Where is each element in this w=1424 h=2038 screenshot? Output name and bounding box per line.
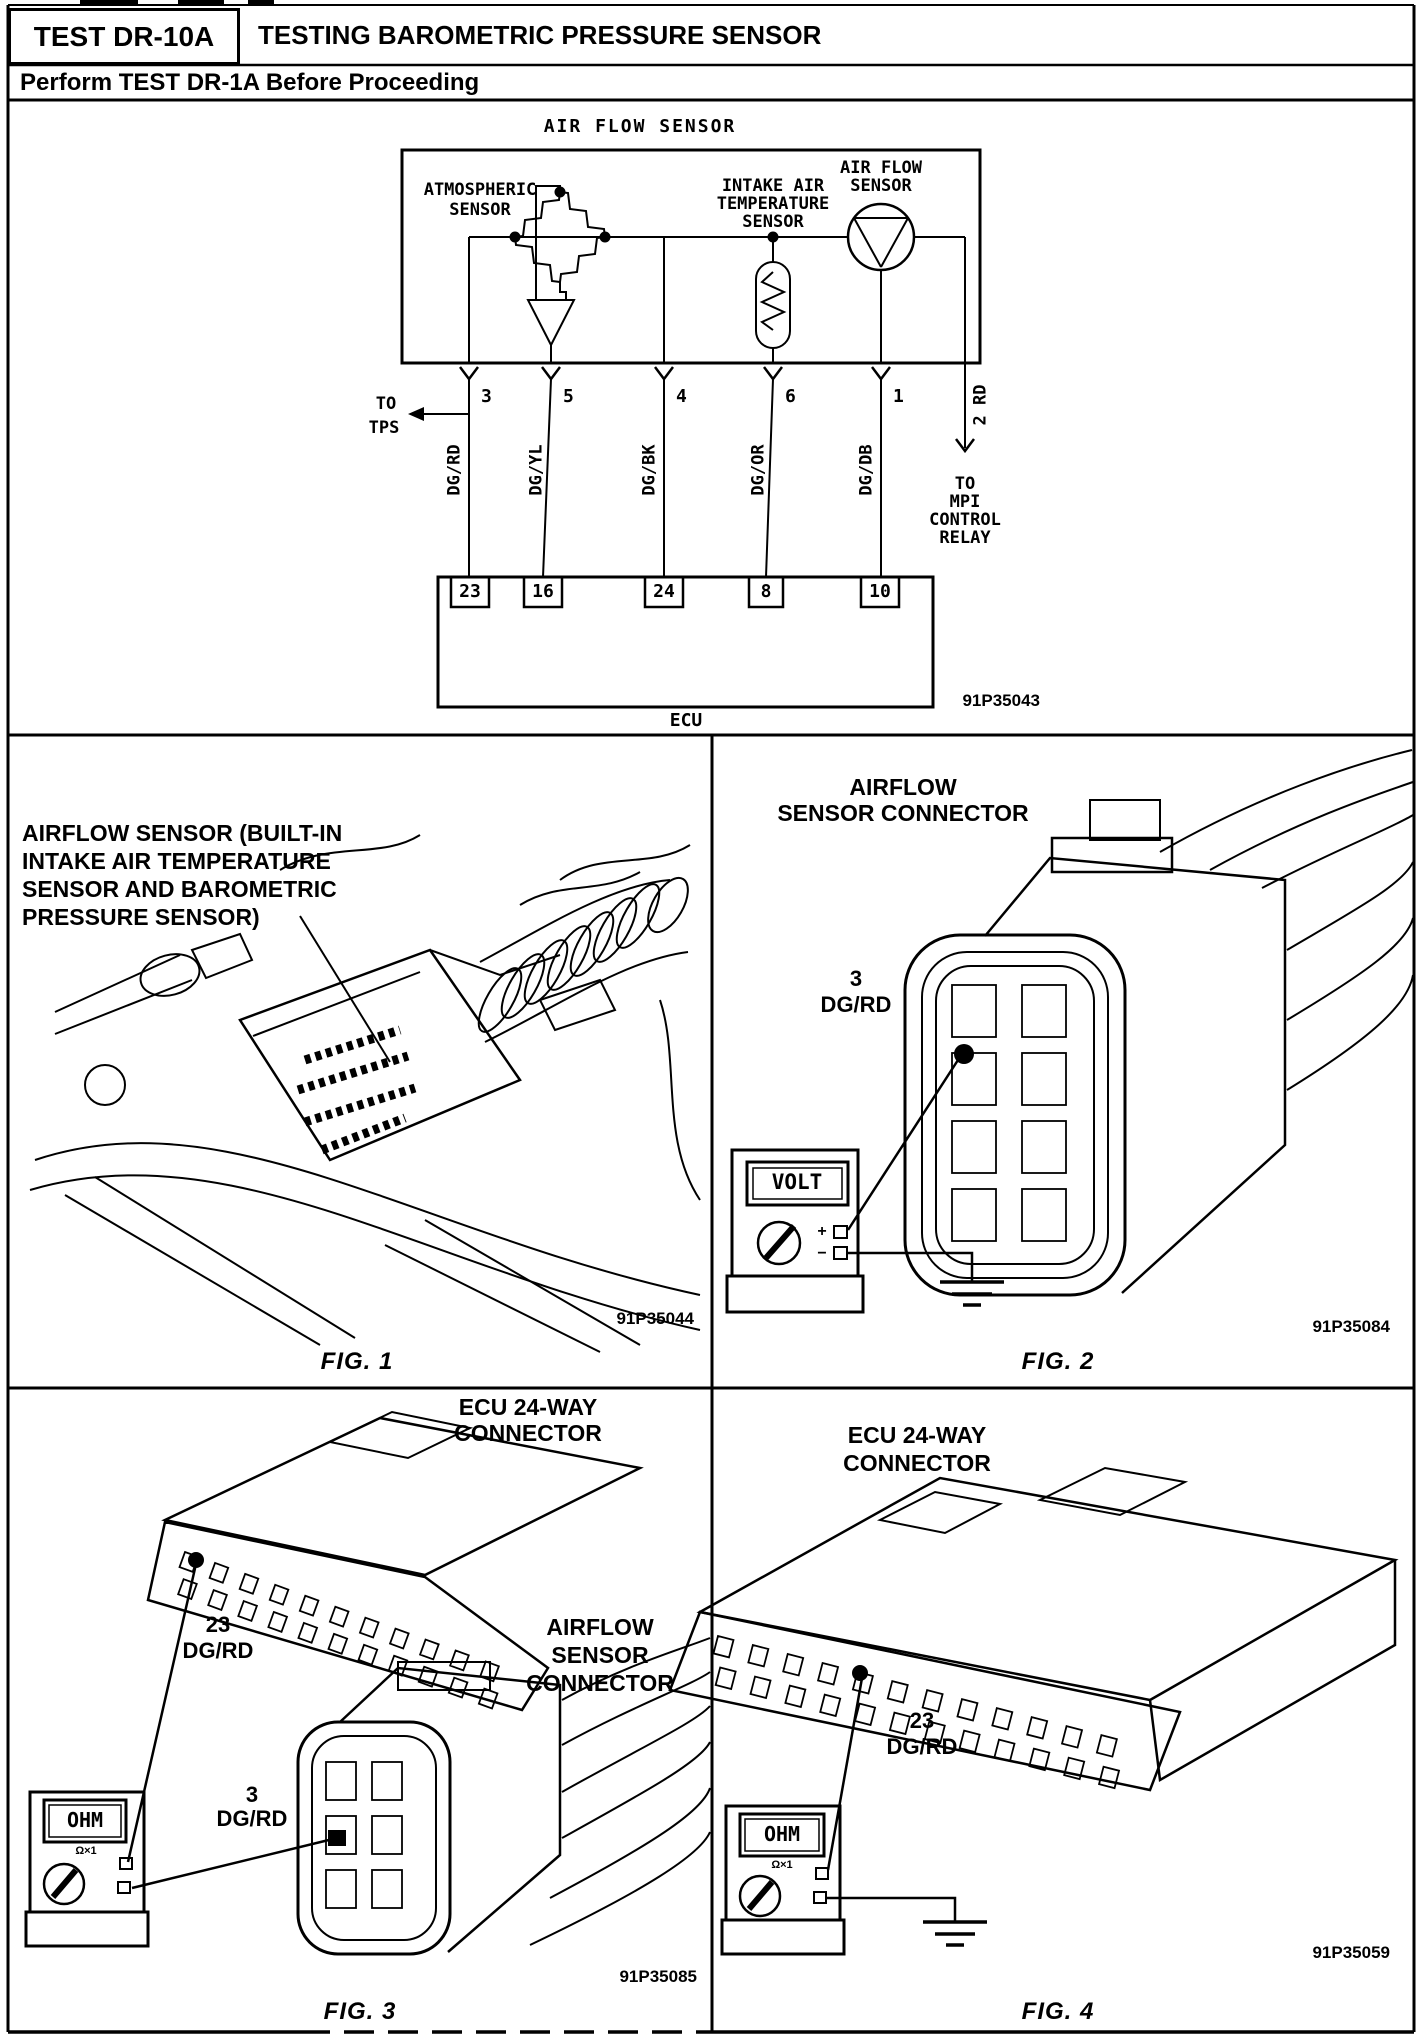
fig4-probe-point-pin23	[852, 1665, 868, 1681]
wire-pin-6: 6	[785, 386, 796, 407]
to-tps-label-1: TO	[375, 394, 397, 414]
fig2-pin-color: DG/RD	[820, 992, 892, 1017]
wire-color-dgbk: DG/BK	[639, 444, 660, 496]
intake-label-2: TEMPERATURE	[716, 194, 830, 214]
fig3-ecu-title-line-2: CONNECTOR	[454, 1420, 602, 1446]
airflow-label-2: SENSOR	[850, 176, 912, 196]
fig4-pin-color: DG/RD	[886, 1734, 958, 1759]
atmospheric-label-2: SENSOR	[449, 200, 511, 220]
meter-terminal	[120, 1858, 132, 1869]
fig3-photo-code: 91P35085	[619, 1967, 697, 1986]
wire-color-dgdb: DG/DB	[856, 444, 877, 496]
to-mpi-label-4: RELAY	[939, 528, 991, 548]
wiring-box-title: AIR FLOW SENSOR	[543, 116, 737, 137]
fig3-ohmmeter-range: Ω×1	[75, 1845, 97, 1857]
fig2-airflow-connector-art	[905, 750, 1413, 1295]
relay-wire-label: 2 RD	[970, 384, 991, 426]
fig4-drawing	[670, 1468, 1395, 1954]
wire-color-dgrd: DG/RD	[444, 444, 465, 496]
fig4-probe-lead	[828, 1678, 862, 1870]
intake-hose-art	[471, 872, 696, 1042]
fig3-sensor-pin-number: 3	[245, 1782, 259, 1807]
airflow-sensor-body-art	[240, 950, 615, 1160]
fig4-ohmmeter-range: Ω×1	[771, 1859, 793, 1871]
test-id-box	[8, 8, 240, 65]
fig2-photo-code: 91P35084	[1312, 1317, 1390, 1336]
fig1-callout-line-1: AIRFLOW SENSOR (BUILT-IN	[22, 820, 343, 846]
airflow-label-1: AIR FLOW	[840, 158, 922, 178]
fig4-photo-code: 91P35059	[1312, 1943, 1390, 1962]
meter-needle	[749, 1882, 772, 1909]
to-tps-branch	[408, 407, 469, 421]
fig3-ecu-pin-number: 23	[205, 1612, 231, 1637]
test-id: TEST DR-10A	[33, 20, 215, 52]
fig4-ohmmeter-display: OHM	[763, 1822, 801, 1846]
amplifier-triangle-symbol	[528, 300, 574, 345]
fig1-callout-line-2: INTAKE AIR TEMPERATURE	[22, 848, 331, 874]
fig3-ecu-title-line-1: ECU 24-WAY	[458, 1394, 598, 1420]
wire-color-dgor: DG/OR	[748, 444, 769, 496]
fig2-drawing	[727, 750, 1413, 1312]
wire-pin-4: 4	[676, 386, 687, 407]
wire-pin-5: 5	[563, 386, 574, 407]
meter-minus-terminal	[834, 1247, 847, 1259]
fig2-caption: FIG. 2	[1021, 1348, 1095, 1375]
fig3-probe-lead-sensor	[132, 1838, 337, 1888]
to-mpi-label-2: MPI	[949, 492, 981, 512]
fig4-pin-number: 23	[909, 1708, 935, 1733]
fig4-ground-symbol	[826, 1898, 987, 1945]
ecu-pin-8: 8	[760, 581, 772, 602]
wire-color-dgyl: DG/YL	[526, 444, 547, 496]
fig2-title-line-2: SENSOR CONNECTOR	[777, 800, 1029, 826]
fig3-sensor-title-line-2: SENSOR	[551, 1642, 649, 1668]
to-mpi-label-3: CONTROL	[929, 510, 1001, 530]
ecu-connector-box	[438, 577, 933, 707]
ecu-pin-24: 24	[653, 581, 675, 602]
meter-plus-terminal	[834, 1226, 847, 1238]
fig2-pin-number: 3	[849, 966, 863, 991]
fig1-photo-code: 91P35044	[616, 1309, 694, 1328]
fig3-sensor-pin-color: DG/RD	[216, 1806, 288, 1831]
meter-terminal	[118, 1882, 130, 1893]
to-mpi-label-1: TO	[954, 474, 976, 494]
wiring-photo-code: 91P35043	[962, 691, 1040, 710]
wire-arrowheads	[460, 367, 890, 379]
fig1-caption: FIG. 1	[320, 1348, 394, 1375]
page-subtitle: Perform TEST DR-1A Before Proceeding	[20, 69, 480, 96]
fig1-callout-line-4: PRESSURE SENSOR)	[22, 904, 260, 930]
airflow-sensor-symbol	[848, 204, 914, 363]
voltmeter-minus-sign: −	[817, 1245, 827, 1262]
meter-needle	[766, 1226, 794, 1258]
fig4-caption: FIG. 4	[1021, 1998, 1095, 2025]
ecu-pin-16: 16	[532, 581, 554, 602]
voltmeter-display: VOLT	[771, 1170, 823, 1194]
wire-pin-3: 3	[481, 386, 492, 407]
atmospheric-bridge-symbol	[511, 186, 610, 300]
meter-terminal	[816, 1868, 828, 1879]
ecu-pin-23: 23	[459, 581, 481, 602]
ecu-label: ECU	[669, 710, 703, 731]
meter-needle	[53, 1870, 76, 1897]
fig1-callout-line-3: SENSOR AND BAROMETRIC	[22, 876, 337, 902]
fig2-title-line-1: AIRFLOW	[849, 774, 957, 800]
page-title: TESTING BAROMETRIC PRESSURE SENSOR	[258, 20, 822, 50]
meter-terminal	[814, 1892, 826, 1903]
ecu-pin-10: 10	[869, 581, 891, 602]
atmospheric-label-1: ATMOSPHERIC	[423, 180, 537, 200]
wire-pin-1: 1	[893, 386, 904, 407]
fig3-probe-lead-ecu	[128, 1564, 196, 1862]
fig3-sensor-title-line-3: CONNECTOR	[526, 1670, 674, 1696]
voltmeter-plus-sign: +	[817, 1223, 827, 1240]
intake-label-1: INTAKE AIR	[721, 176, 825, 196]
fig3-ecu-pin-color: DG/RD	[182, 1638, 254, 1663]
fig3-sensor-title-line-1: AIRFLOW	[546, 1614, 654, 1640]
intake-air-temp-symbol	[756, 233, 790, 364]
fig4-ecu-connector-art	[670, 1468, 1395, 1790]
intake-label-3: SENSOR	[742, 212, 804, 232]
fig4-title-line-2: CONNECTOR	[843, 1450, 991, 1476]
to-tps-label-2: TPS	[368, 418, 400, 438]
fig4-title-line-1: ECU 24-WAY	[847, 1422, 987, 1448]
fig3-ohmmeter-display: OHM	[66, 1808, 104, 1832]
fig2-probe-lead	[848, 1060, 958, 1230]
wiring-schematic	[402, 150, 980, 707]
page-frame	[8, 5, 1414, 2032]
fig3-caption: FIG. 3	[323, 1998, 397, 2025]
